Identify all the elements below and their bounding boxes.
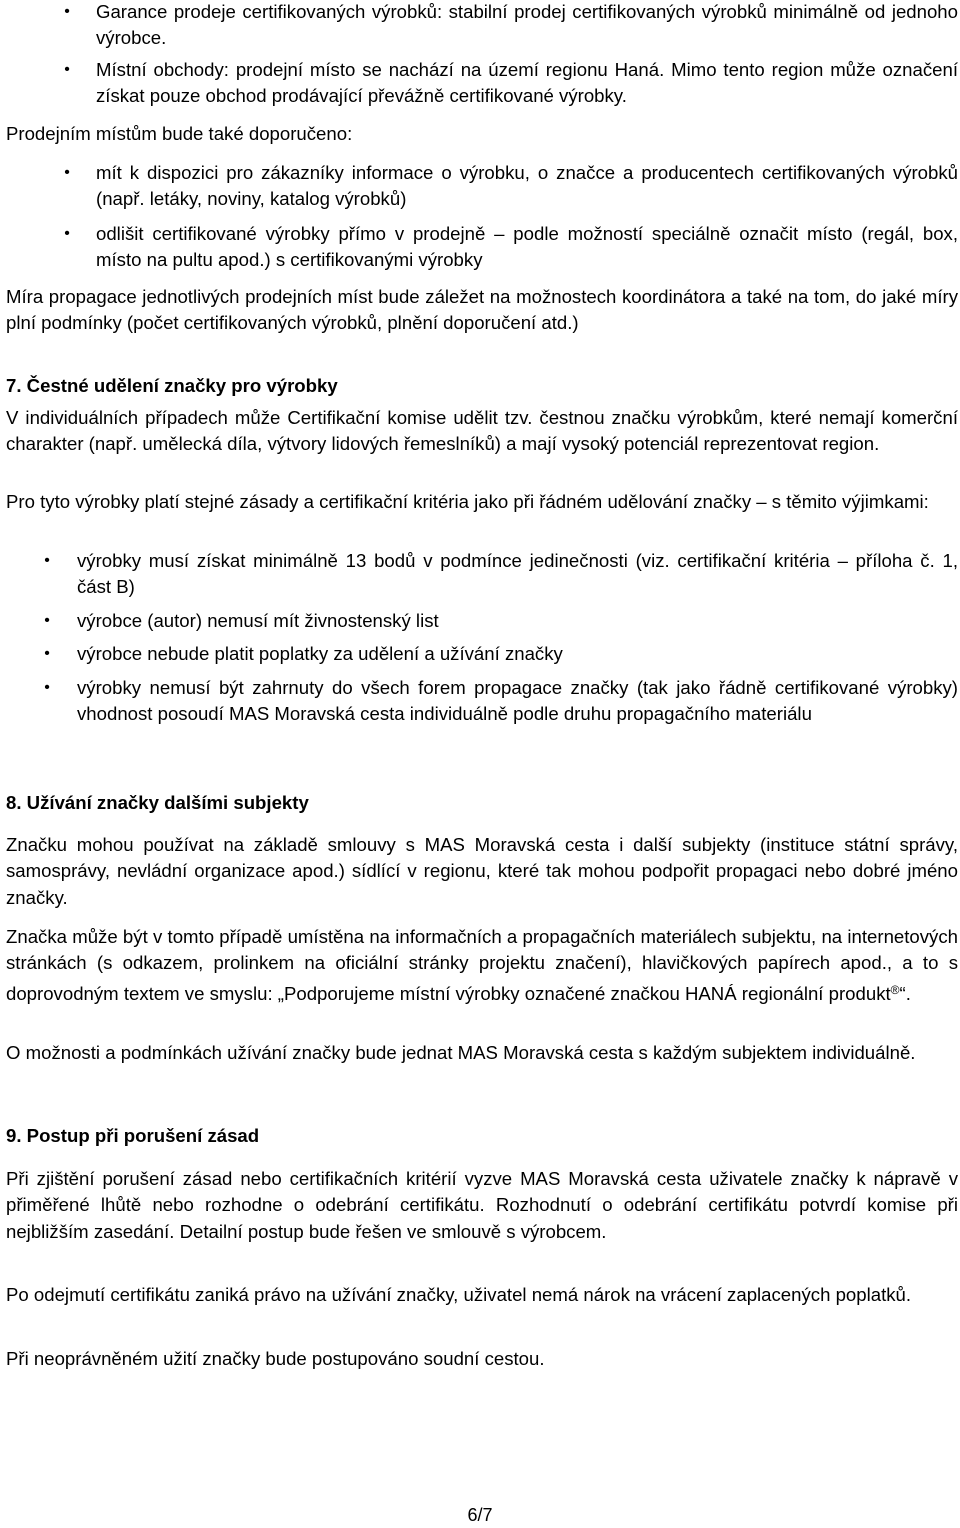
- list-item: [0, 0, 958, 52]
- top-bullet-list: [0, 0, 958, 110]
- bullet-icon: •: [64, 60, 70, 78]
- bullet-icon: •: [44, 678, 50, 696]
- registered-mark: ®: [890, 982, 900, 997]
- list-item-text: mít k dispozici pro zákazníky informace o výrobku, o značce a producentech certifikovaných výrobků (např. letáky, noviny, katalog výrobků): [96, 162, 958, 210]
- list-item-text: výrobce (autor) nemusí mít živnostenský list: [77, 609, 439, 631]
- section-9-paragraph-3: Při neoprávněném užití značky bude postupováno soudní cestou.: [6, 1348, 545, 1369]
- bullet-icon: •: [64, 224, 70, 242]
- bullet-icon: •: [64, 164, 70, 181]
- section-7-paragraph-2: Pro tyto výrobky platí stejné zásady a certifikační kritéria jako při řádném udělování značky – s těmito výjimkami:: [6, 491, 929, 512]
- section-7-paragraph-1: V individuálních případech může Certifikační komise udělit tzv. čestnou značku výrobkům, které nemají komerční charakter (např. umělecká díla, výtvory lidových řemeslníků) a mají vysoký potenciál reprezentovat region.: [6, 407, 958, 455]
- page-number: 6/7: [467, 1505, 493, 1525]
- list-item-text: Místní obchody: prodejní místo se nachází na území regionu Haná. Mimo tento region může označení získat pouze obchod prodávající převážně certifikované výrobky.: [96, 58, 958, 107]
- list-item-text: výrobky musí získat minimálně 13 bodů v podmínce jedinečnosti (viz. certifikační kritéria – příloha č. 1, část B): [77, 550, 958, 598]
- section-7-heading: 7. Čestné udělení značky pro výrobky: [6, 375, 338, 396]
- list-item: [0, 57, 958, 110]
- bullet-icon: •: [44, 645, 50, 663]
- list-item: [0, 221, 958, 274]
- bullet-icon: •: [64, 3, 70, 20]
- section-8-paragraph-3: O možnosti a podmínkách užívání značky bude jednat MAS Moravská cesta s každým subjektem individuálně.: [6, 1042, 916, 1063]
- bullet-icon: •: [44, 611, 50, 629]
- list-item-text: odlišit certifikované výrobky přímo v prodejně – podle možností speciálně označit místo (regál, box, místo na pultu apod.) s certifikovanými výrobky: [96, 222, 958, 271]
- list-item: [0, 641, 958, 667]
- section-9-heading: 9. Postup při porušení zásad: [6, 1125, 260, 1146]
- list-item: [0, 675, 958, 728]
- section-8-paragraph-2: [6, 924, 958, 1007]
- promo-paragraph: Míra propagace jednotlivých prodejních míst bude záležet na možnostech koordinátora a také na tom, do jaké míry plní podmínky (počet certifikovaných výrobků, plnění doporučení atd.): [6, 286, 958, 334]
- list-item: [0, 548, 958, 601]
- list-item-text: Garance prodeje certifikovaných výrobků: stabilní prodej certifikovaných výrobků minimálně od jednoho výrobce.: [96, 1, 958, 49]
- exception-bullet-list: [0, 548, 958, 727]
- sales-intro: Prodejním místům bude také doporučeno:: [6, 123, 353, 144]
- section-9-paragraph-1: Při zjištění porušení zásad nebo certifikačních kritérií vyzve MAS Moravská cesta uživatele značky k nápravě v přiměřené lhůtě nebo rozhodne o odebrání certifikátu. Rozhodnutí o odebrání certifikátu potvrdí komise při nejbližším zasedání. Detailní postup bude řešen ve smlouvě s výrobcem.: [6, 1168, 958, 1242]
- list-item: [0, 608, 958, 634]
- section-8-heading: 8. Užívání značky dalšími subjekty: [6, 792, 309, 813]
- section-9-paragraph-2: Po odejmutí certifikátu zaniká právo na užívání značky, uživatel nemá nárok na vrácení zaplacených poplatků.: [6, 1284, 912, 1305]
- section-8-paragraph-2-text: Značka může být v tomto případě umístěna na informačních a propagačních materiálech subjektu, na internetových stránkách (s odkazem, prolinkem na oficiální stránky projektu značení), hlavičkových papírech apod., a to s doprovodným textem ve smyslu: „Podporujeme místní výrobky označené značkou HANÁ regionální produkt: [6, 926, 958, 1004]
- list-item: [0, 160, 958, 213]
- section-8-paragraph-2-end: “.: [899, 982, 911, 1004]
- sales-bullet-list: [0, 160, 958, 274]
- list-item-text: výrobce nebude platit poplatky za udělení a užívání značky: [77, 643, 563, 665]
- bullet-icon: •: [44, 552, 50, 569]
- list-item-text: výrobky nemusí být zahrnuty do všech forem propagace značky (tak jako řádně certifikované výrobky) vhodnost posoudí MAS Moravská cesta individuálně podle druhu propagačního materiálu: [77, 676, 958, 725]
- section-8-paragraph-1: Značku mohou používat na základě smlouvy s MAS Moravská cesta i další subjekty (instituce státní správy, samosprávy, nevládní organizace apod.) sídlící v regionu, které tak mohou podpořit propagaci nebo dobré jméno značky.: [6, 834, 958, 908]
